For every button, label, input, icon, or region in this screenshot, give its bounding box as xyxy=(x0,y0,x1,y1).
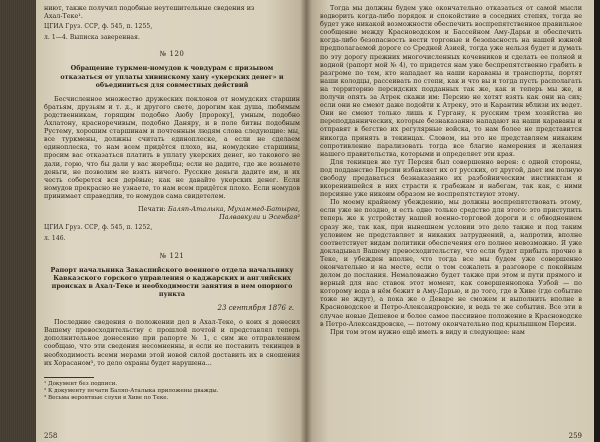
footnote-1: ¹ Документ без подписи. xyxy=(44,380,118,387)
right-page-text xyxy=(320,4,582,438)
left-page-text xyxy=(44,4,300,438)
document-number-120: № 120 xyxy=(159,50,185,59)
book-page-edges xyxy=(0,0,36,442)
seal-names-1: Баляп-Аталыка, Мухаммед-Батырга, xyxy=(167,204,300,213)
footnote-3: ³ Весьма вероятные слухи в Хиве по Теке. xyxy=(44,394,169,401)
document-date-121: 23 сентября 1876 г. xyxy=(217,304,294,313)
right-paragraph-2: Для текинцев же тут Персия был совершенно верен: с одной стороны, под подданство Персии избавляет их от русских, от другой, дает им полную свободу предаваться безнаказанно их разбойническим инстинктам и вкоренившейся в них страсти к грабежам и набегам, так как, с ними персияне уже никоим образом не воспрепятствуют этому. xyxy=(320,157,582,199)
document-body-120: Бесчисленное множество дружеских поклонов от номудских старшин братьям, друзьям и т. д., и другого свете, дорогим как душа, любимым родственникам, горящим подобно Аюбу [пророку], умным, подобно Ахлатону, красноречивым, подобно Даняру, и в поле битвы подобным Рустему, хорошим старшинам и почтенным людям слова следующие: мы, все туркмены, должны считать единоплеске, а если не сделаем единоплеска, то нам всем придётся плохо, вы, номудские старшины, просим вас отказаться платить в уплату укерских денег, но такового не дали, горю, что бы дали у вас жеребцы; если не дадите, где же возьмете деньги, не позволим не взять ничего. Русские деньги дадите им, и их честь соберется вся дерёвые; как не давайте укерских денег. Если номудов прекрасно не узнаете, то нам всем придётся плохо. Если номудов принимает справедлив, то номудов сама свидетелем. xyxy=(44,94,300,200)
seal-names-2: Палвавкули и Эсенбая² xyxy=(219,213,300,222)
document-body-121: Последние сведения о положении дел в Ахал-Теке, о коих я донесил Вашему превосходительству с прошлой почтой и представлял теперь дополнительное донесение при рапорте № 1, с сим же отправлением сообщаю, что эти сведения несомненны, и если не поставить текинцев в необходимость всеми мерами этой новой силой доставить их в сношения их Хорасаном³, то дело охраны будет нарушена... xyxy=(44,318,300,367)
document-title-121: Рапорт начальника Закаспийского военного отдела начальнику Кавказского горского управления о каджарских и английских происках в Ахал-Теке и необходимости занятия в нем опорного пункта xyxy=(50,265,294,298)
intro-line-1: ниют, также получил подобные неутешительные сведения из xyxy=(44,4,255,12)
book-gutter xyxy=(300,0,312,442)
intro-line-2: Ахал-Теке¹. xyxy=(44,12,83,21)
footnote-rule xyxy=(44,377,94,378)
document-title-120: Обращение туркмен-номудов к човдурам с призывом отказаться от уплаты хивинскому хану «укерских денег» и объединиться для совместных действий xyxy=(60,64,284,89)
right-paragraph-1: Тогда мы должны будем уже окончательно отказаться от самой мысли водворить когда-либо порядок и спокойствие в соседних степях, тогда не будет уже никакой возможности обеспечить воспрепятственное правильное сообщение между Красноводском и Бассейном Аму-Дарьи и обеспечить когда-либо безопасность вести торговые и безопасность на нашей южной предполагаемой дороге со Средней Азией, тогда уже нельзя будет и думать по эту дорогу прежних многочисленных кочевников и сделать ее полной и водной (рапорт мой № 4), то придется нам уже беспрепятственно грабить в разгроме по тем, кто нападает на наши караваны и транспорты, портят наши колодцы, рассеивать по степи, как и что вы и тогда пусть располагать на территорию персидских подданных так же, как и теперь мы же, и получи опять за Атрек скажи им: Персию не хотят взять как они на сих; если они не смеют даже подойти к Атреку, это и Карантин вблизи их ведет. Они не смеют только лишь к Гургану, к русским трем хозяйства не переподданнических, которые безнаказанно нападают на наши караваны и отправят в бегство их регулярные войска, то нам более не представится никогда принять в текинцах. Словом, вы это не представляем никаким сопротивление парализовать тогда все благие намерения и желания нашего правительства, которыми и определяет эти края. xyxy=(320,4,582,158)
page-number-right: 259 xyxy=(568,432,582,440)
archive-source-1b: л. 1—4. Выписка заверенная. xyxy=(44,34,140,42)
seal-block xyxy=(44,205,300,221)
right-paragraph-3: По моему крайнему убеждению, мы должны воспрепятствовать этому, если уже не поздно, и есть одно только средство для этого: это приступить теперь же к устройству нашей военно-торговой дороги и с обводнением сразу же, так как, при нынешнем условии это дело также и под таким условием не представляет и никаких затруднений, а, напротив, вполне соответствует видам политики обеспечения его полнее невозможно. Я уже докладывал Вашему превосходительству, что если будет прибыть прочно в Теке, и убежден вполне, что тогда все мы будем уже совершенно окончательно и на месте, если о том сожалеть в разговоре с покойным делом до послания. Немаловажно будет также при этом и пути прямого и верный для нас ставок этот момент, как совершеннопока Узбой — по которому вода в нём бежит в Аму-Дарью, и до того, где в Хиве (где событие тоже не ждут), а пока же о Деваре не сможем и выполнить вполне в Красноводское и Петро-Александровские, и ведь те же события. Все эти в случае новые Дешевое и более самое пассивное положение в Красноводске в Петро-Александровске, — потому окончательно под крылышком Персии. xyxy=(320,198,582,328)
page-number-left: 258 xyxy=(44,432,58,440)
seal-label: Печати: xyxy=(137,204,166,213)
right-paragraph-4: При том этом нужно ещё иметь в виду и следующее: нам xyxy=(330,327,525,336)
document-number-121: № 121 xyxy=(159,251,185,260)
archive-source-120b: л. 146. xyxy=(44,235,66,243)
archive-source-120: ЦГИА Груз. ССР, ф. 545, п. 1252, xyxy=(44,224,153,232)
archive-source-1: ЦГИА Груз. ССР, ф. 545, п. 1255, xyxy=(44,23,153,31)
footnote-2: ² К документу печати Баляп-Аталыка приложены дважды. xyxy=(44,387,219,394)
